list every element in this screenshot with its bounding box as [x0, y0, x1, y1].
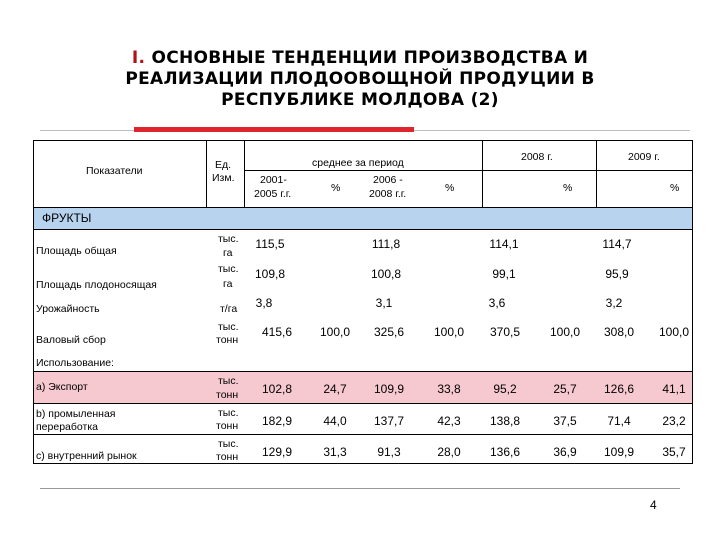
slide-title — [40, 48, 680, 111]
title-divider-right — [414, 130, 690, 131]
cell-pct-2001-2005: 31,3 — [323, 445, 347, 459]
row-unit: тыс. — [218, 263, 239, 275]
row-unit: тонн — [216, 451, 239, 463]
cell-2009: 95,9 — [605, 267, 629, 281]
processing-bottom-line — [34, 434, 692, 435]
row-unit: тыс. — [218, 438, 239, 450]
cell-pct-2008: 25,7 — [553, 382, 577, 396]
header-bottom-line — [34, 207, 692, 208]
cell-pct-2001-2005: 100,0 — [319, 325, 351, 339]
cell-avg-2001-2005: 415,6 — [261, 325, 293, 339]
cell-2009: 114,7 — [602, 237, 632, 251]
cell-pct-2009: 23,2 — [662, 414, 686, 428]
row-unit: тыс. — [218, 407, 239, 419]
cell-avg-2001-2005: 3,8 — [255, 296, 273, 310]
row-label: c) внутренний рынок — [36, 450, 137, 462]
cell-2008: 99,1 — [492, 267, 516, 281]
cell-pct-2008: 36,9 — [553, 445, 577, 459]
header-sep-2 — [244, 141, 245, 207]
section-usage: Использование: — [36, 357, 114, 369]
title-accent-bar — [134, 127, 414, 132]
header-sep-1 — [206, 141, 207, 207]
header-period-2a: 2006 - — [373, 174, 403, 186]
header-pct-1: % — [331, 182, 341, 194]
fruits-bottom-line — [34, 229, 692, 230]
cell-pct-2001-2005: 44,0 — [323, 414, 347, 428]
row-unit: т/га — [220, 303, 238, 315]
cell-pct-2006-2008: 42,3 — [437, 414, 461, 428]
cell-2009: 71,4 — [607, 414, 631, 428]
cell-avg-2001-2005: 109,8 — [254, 267, 286, 281]
header-avg-period: среднее за период — [312, 157, 404, 169]
cell-avg-2006-2008: 100,8 — [370, 267, 402, 281]
header-pct-4: % — [670, 182, 680, 194]
cell-2008: 138,8 — [489, 414, 521, 428]
cell-avg-2001-2005: 182,9 — [261, 414, 293, 428]
header-pct-2: % — [445, 182, 455, 194]
page-number: 4 — [650, 498, 657, 512]
row-unit: га — [223, 247, 233, 259]
fruits-band — [34, 207, 692, 229]
title-line-1: ОСНОВНЫЕ ТЕНДЕНЦИИ ПРОИЗВОДСТВА И — [151, 48, 589, 68]
cell-avg-2006-2008: 137,7 — [373, 414, 405, 428]
cell-2008: 3,6 — [488, 296, 506, 310]
header-pct-3: % — [563, 182, 573, 194]
cell-pct-2006-2008: 28,0 — [437, 445, 461, 459]
row-unit: тонн — [216, 334, 239, 346]
header-unit-2: Изм. — [212, 172, 235, 184]
header-sep-4 — [596, 141, 597, 207]
cell-avg-2001-2005: 129,9 — [261, 445, 293, 459]
row-unit: тыс. — [218, 233, 239, 245]
title-divider-left — [40, 130, 134, 131]
row-label: Урожайность — [36, 303, 100, 315]
cell-pct-2001-2005: 24,7 — [323, 382, 347, 396]
cell-avg-2006-2008: 91,3 — [377, 445, 401, 459]
row-label: Площадь плодоносящая — [36, 279, 157, 291]
row-label: a) Экспорт — [36, 381, 88, 393]
cell-2009: 126,6 — [603, 382, 635, 396]
header-period-1a: 2001- — [260, 174, 287, 186]
cell-avg-2006-2008: 111,8 — [371, 237, 401, 251]
cell-pct-2006-2008: 100,0 — [433, 325, 465, 339]
header-sep-3 — [482, 141, 483, 207]
cell-avg-2006-2008: 109,9 — [373, 382, 405, 396]
header-subline — [244, 170, 692, 171]
row-label: b) промыленная — [36, 408, 116, 420]
cell-pct-2008: 100,0 — [549, 325, 581, 339]
cell-2008: 114,1 — [489, 237, 519, 251]
row-unit: тонн — [216, 420, 239, 432]
row-label: Площадь общая — [36, 245, 117, 257]
cell-pct-2009: 41,1 — [662, 382, 686, 396]
row-unit: тыс. — [218, 375, 239, 387]
row-unit: тыс. — [218, 321, 239, 333]
export-bottom-line — [34, 403, 692, 404]
title-number: I. — [131, 48, 146, 68]
row-unit: тонн — [216, 389, 239, 401]
cell-avg-2001-2005: 102,8 — [261, 382, 293, 396]
cell-2009: 308,0 — [603, 325, 635, 339]
header-period-2b: 2008 г.г. — [369, 188, 407, 200]
row-label: переработка — [36, 421, 98, 433]
cell-2009: 3,2 — [605, 296, 623, 310]
cell-pct-2009: 100,0 — [658, 325, 690, 339]
title-line-2: РЕАЛИЗАЦИИ ПЛОДООВОЩНОЙ ПРОДУЦИИ В — [125, 69, 595, 89]
header-unit-1: Ед. — [215, 159, 232, 171]
row-unit: га — [223, 278, 233, 290]
cell-pct-2008: 37,5 — [553, 414, 577, 428]
cell-2008: 95,2 — [493, 382, 517, 396]
header-period-1b: 2005 г.г. — [254, 188, 292, 200]
header-year-2008: 2008 г. — [521, 151, 553, 163]
row-label: Валовый сбор — [36, 334, 106, 346]
data-table — [33, 140, 693, 464]
cell-pct-2009: 35,7 — [662, 445, 686, 459]
footer-line — [40, 488, 680, 489]
header-indicators: Показатели — [86, 165, 143, 177]
section-fruits: ФРУКТЫ — [42, 211, 92, 225]
cell-2008: 370,5 — [489, 325, 521, 339]
cell-avg-2006-2008: 325,6 — [373, 325, 405, 339]
cell-pct-2006-2008: 33,8 — [437, 382, 461, 396]
cell-2008: 136,6 — [489, 445, 521, 459]
cell-avg-2001-2005: 115,5 — [255, 237, 285, 251]
title-line-3: РЕСПУБЛИКЕ МОЛДОВА (2) — [221, 90, 499, 110]
usage-bottom-line — [34, 371, 692, 372]
cell-avg-2006-2008: 3,1 — [375, 296, 393, 310]
header-year-2009: 2009 г. — [628, 151, 660, 163]
cell-2009: 109,9 — [603, 445, 635, 459]
